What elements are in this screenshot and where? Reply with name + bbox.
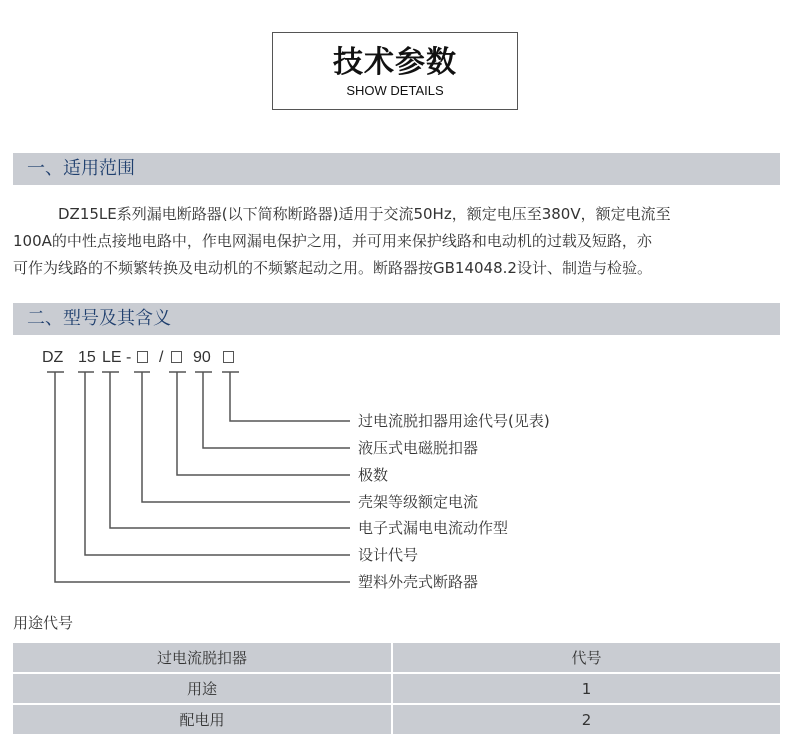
paragraph-line: DZ15LE系列漏电断路器(以下简称断路器)适用于交流50Hz，额定电压至380V，额定电流至 [58,205,671,223]
meaning-leakage-type: 电子式漏电电流动作型 [358,519,509,537]
table-row [13,674,780,705]
table-cell: 2 [393,705,780,736]
model-part-series: DZ [42,349,64,366]
model-part-type: LE [102,349,122,366]
meaning-poles: 极数 [358,466,389,484]
page-subtitle: SHOW DETAILS [346,83,444,98]
table-header-cell: 代号 [393,643,780,674]
usage-table-title: 用途代号 [13,614,74,632]
page-title: 技术参数 [333,45,457,80]
table-cell: 1 [393,674,780,705]
model-part-design: 15 [78,349,96,366]
meaning-design-code: 设计代号 [358,546,419,564]
meaning-mccb: 塑料外壳式断路器 [358,573,479,591]
table-cell: 用途 [13,674,393,705]
table-header-row [13,643,780,674]
model-part-dash: - [126,349,132,366]
usage-code-table [13,643,780,736]
table-header-cell: 过电流脱扣器 [13,643,393,674]
paragraph-line: 可作为线路的不频繁转换及电动机的不频繁起动之用。断路器按GB14048.2设计、制造与检验。 [13,259,652,277]
table-cell: 配电用 [13,705,393,736]
table-row [13,705,780,736]
meaning-usage-code: 过电流脱扣器用途代号(见表) [358,412,550,430]
meaning-hydraulic-release: 液压式电磁脱扣器 [358,439,479,457]
model-part-hydraulic: 90 [193,349,211,366]
paragraph-line: 100A的中性点接地电路中，作电网漏电保护之用，并可用来保护线路和电动机的过载及短路，亦 [13,232,652,250]
section-title-scope: 一、适用范围 [27,158,135,179]
model-part-slash: / [159,349,164,366]
section-title-model: 二、型号及其含义 [27,308,171,329]
meaning-frame-current: 壳架等级额定电流 [358,493,479,511]
